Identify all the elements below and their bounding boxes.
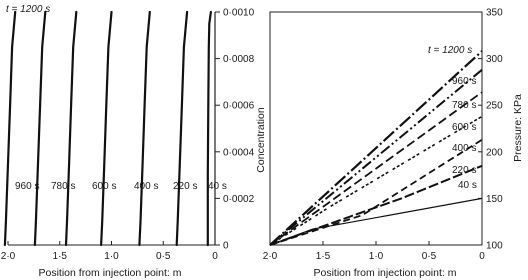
concentration-y-tick-label: 0·0008 xyxy=(223,54,255,66)
pressure-y-tick-label: 200 xyxy=(486,147,503,159)
concentration-y-tick-label: 0·0004 xyxy=(223,147,255,159)
concentration-x-ticks xyxy=(1,241,218,262)
pressure-y-tick-label: 150 xyxy=(486,193,503,205)
pressure-y-tick-label: 350 xyxy=(486,7,503,19)
pressure-x-tick-label: 2·0 xyxy=(262,251,278,262)
concentration-time-label: t = 1200 s xyxy=(6,4,51,15)
concentration-x-tick-label: 1·0 xyxy=(104,251,119,262)
pressure-curve-1200s xyxy=(270,51,482,245)
pressure-series xyxy=(270,51,482,245)
pressure-x-axis-title: Position from injection point: m xyxy=(313,267,457,279)
concentration-curve-220s xyxy=(177,12,187,245)
pressure-label-960s: 960 s xyxy=(452,76,477,87)
pressure-x-tick-label: 0·5 xyxy=(421,251,437,262)
concentration-x-tick-label: 0·5 xyxy=(156,251,171,262)
pressure-curve-600s xyxy=(270,116,482,245)
curve-label-600s: 600 s xyxy=(92,181,117,192)
concentration-x-axis-title: Position from injection point: m xyxy=(38,267,182,279)
concentration-x-tick-label: 2·0 xyxy=(0,251,16,262)
pressure-x-tick-label: 0 xyxy=(479,251,485,262)
pressure-curve-960s xyxy=(270,70,482,245)
concentration-y-tick-label: 0·0006 xyxy=(223,100,255,112)
curve-label-780s: 780 s xyxy=(51,181,76,192)
pressure-label-400s: 400 s xyxy=(452,143,477,154)
concentration-x-tick-label: 0 xyxy=(212,251,218,262)
concentration-curve-40s xyxy=(208,12,211,245)
pressure-curve-780s xyxy=(270,92,482,245)
concentration-series xyxy=(5,12,211,245)
pressure-label-600s: 600 s xyxy=(452,122,477,133)
curve-label-40s: 40 s xyxy=(208,181,227,192)
pressure-curve-labels xyxy=(428,45,477,191)
concentration-chart xyxy=(1,4,255,279)
concentration-y-tick-label: 0 xyxy=(223,240,229,252)
concentration-x-tick-label: 1·5 xyxy=(52,251,67,262)
concentration-curve-labels xyxy=(15,181,227,192)
pressure-label-220s: 220 s xyxy=(452,165,477,176)
pressure-curve-400s xyxy=(270,140,482,245)
pressure-x-tick-label: 1·0 xyxy=(368,251,384,262)
pressure-y-tick-label: 100 xyxy=(486,240,503,252)
pressure-time-label: t = 1200 s xyxy=(428,45,473,56)
pressure-y-axis-title: Pressure: KPa xyxy=(512,94,524,162)
concentration-y-tick-label: 0·0010 xyxy=(223,7,255,19)
curve-label-960s: 960 s xyxy=(15,181,40,192)
pressure-x-tick-label: 1·5 xyxy=(315,251,331,262)
pressure-y-tick-label: 250 xyxy=(486,100,503,112)
concentration-y-tick-label: 0·0002 xyxy=(223,193,255,205)
curve-label-400s: 400 s xyxy=(134,181,159,192)
curve-label-220s: 220 s xyxy=(173,181,198,192)
pressure-x-ticks xyxy=(263,241,485,262)
concentration-curve-1200s xyxy=(5,12,15,245)
concentration-curve-400s xyxy=(139,12,149,245)
pressure-y-tick-label: 300 xyxy=(486,54,503,66)
pressure-label-40s: 40 s xyxy=(458,180,477,191)
concentration-curve-780s xyxy=(66,12,76,245)
concentration-curve-960s xyxy=(35,12,45,245)
concentration-y-ticks xyxy=(215,8,255,252)
pressure-label-780s: 780 s xyxy=(452,100,477,111)
pressure-chart xyxy=(263,8,524,280)
concentration-y-axis-title: Concentration xyxy=(255,107,267,173)
concentration-curve-600s xyxy=(101,12,111,245)
